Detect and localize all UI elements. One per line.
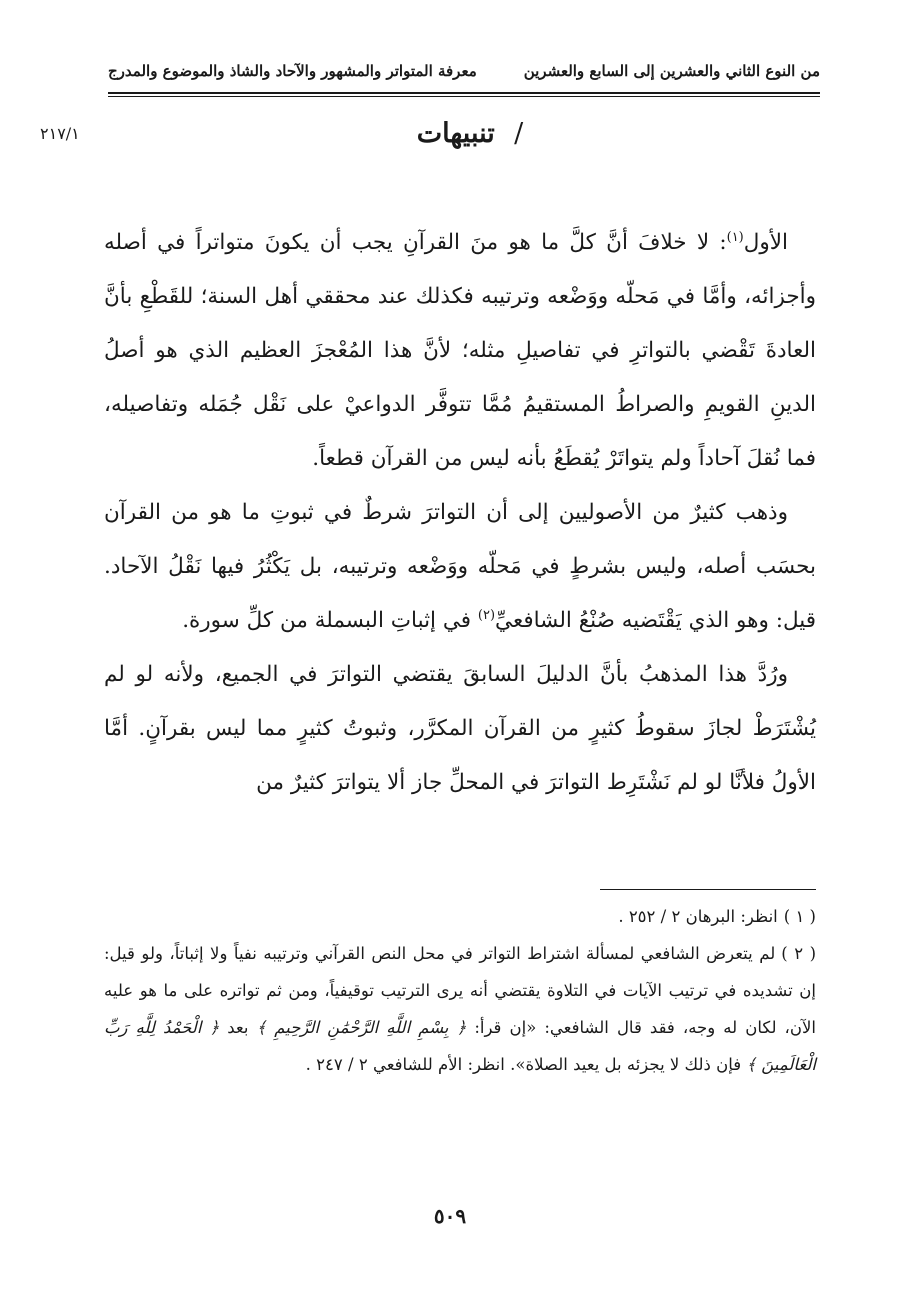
footnote-2-text-a: لم يتعرض الشافعي لمسألة اشتراط التواتر في محل النص القرآني وترتيبه نفياً ولا إثباتاً، ولو قيل: إن تشديده في ترتيب الآيات في التلاوة يقتضي أنه يرى الترتيب توقيفياً، ومن ثم تواتره على ما هو عليه الآن، لكان له وجه، فقد قال الشافعي: «إن قرأ: (104, 944, 816, 1037)
footnote-separator (600, 889, 816, 890)
footnote-1-text: انظر: البرهان ٢ / ٢٥٢ . (618, 907, 778, 926)
footnote-1-marker: ( ١ ) (783, 907, 816, 926)
quran-verse-basmala: ﴿ بِسْمِ اللَّهِ الرَّحْمَٰنِ الرَّحِيمِ ﴾ (256, 1018, 467, 1037)
paragraph-2-text-b: في إثباتِ البسملة من كلِّ سورة. (182, 608, 478, 633)
section-title-text: تنبيهات (416, 118, 495, 149)
paragraph-3: ورُدَّ هذا المذهبُ بأنَّ الدليلَ السابقَ يقتضي التواترَ في الجميع، ولأنه لو لم يُشْتَرَطْ لجازَ سقوطُ كثيرٍ من القرآن المكرَّر، وثبوتُ كثيرٍ مما ليس بقرآنٍ. أمَّا الأولُ فلأنَّا لو لم نَشْتَرِط التواترَ في المحلِّ جاز ألا يتواترَ كثيرٌ من (104, 662, 816, 795)
footnote-2-text-b: بعد (227, 1018, 249, 1037)
running-header (108, 58, 820, 84)
footnote-1 (104, 898, 816, 935)
footnote-2-marker: ( ٢ ) (781, 944, 817, 963)
margin-reference: ٢١٧/١ (40, 124, 80, 143)
paragraph-1-text: : لا خلافَ أنَّ كلَّ ما هو منَ القرآنِ يجب أن يكونَ متواتراً في أصله وأجزائه، وأمَّا في مَحلّه ووَضْعه وترتيبه فكذلك عند محققي أهل السنة؛ للقَطْعِ بأنَّ العادةَ تَقْضي بالتواترِ في تفاصيلِ مثله؛ لأنَّ هذا المُعْجزَ العظيم الذي هو أصلُ الدينِ القويمِ والصراطُ المستقيمُ مُمَّا تتوفَّر الدواعيْ على نَقْل جُمَله وتفاصيله، فما نُقلَ آحاداً ولم يتواتَرْ يُقطَعُ بأنه ليس من القرآن قطعاً. (104, 230, 816, 471)
paragraph-1 (104, 216, 816, 486)
running-header-chapter: من النوع الثاني والعشرين إلى السابع والعشرين (523, 62, 820, 80)
paragraph-1-lead: الأول (743, 230, 788, 255)
title-mark: / (514, 118, 524, 149)
footnote-2 (104, 935, 816, 1083)
footnote-ref-1[interactable]: (١) (726, 229, 744, 245)
footnote-ref-2[interactable]: (٢) (477, 607, 496, 623)
body-text (104, 216, 816, 810)
header-rule-thin (108, 96, 820, 97)
header-rule (108, 92, 820, 94)
running-header-topic: معرفة المتواتر والمشهور والآحاد والشاذ والموضوع والمدرج (108, 62, 477, 80)
page-number: ٥٠٩ (433, 1204, 467, 1228)
quran-verse-fatiha: ﴿ الْحَمْدُ لِلَّهِ رَبِّ الْعَالَمِينَ ﴾ (104, 1018, 816, 1074)
paragraph-2 (104, 486, 816, 648)
paragraph-2-text-a: وذهب كثيرٌ من الأصوليين إلى أن التواترَ شرطٌ في ثبوتِ ما هو من القرآن بحسَب أصله، وليس بشرطٍ في مَحلّه ووَضْعه وترتيبه، بل يَكْثُرُ فيها نَقْلُ الآحاد. قيل: وهو الذي يَقْتَضيه صُنْعُ الشافعيِّ (104, 500, 816, 633)
footnotes (104, 898, 816, 1083)
section-title (300, 118, 640, 162)
footnote-2-text-c: فإن ذلك لا يجزئه بل يعيد الصلاة». انظر: الأم للشافعي ٢ / ٢٤٧ . (305, 1055, 742, 1074)
